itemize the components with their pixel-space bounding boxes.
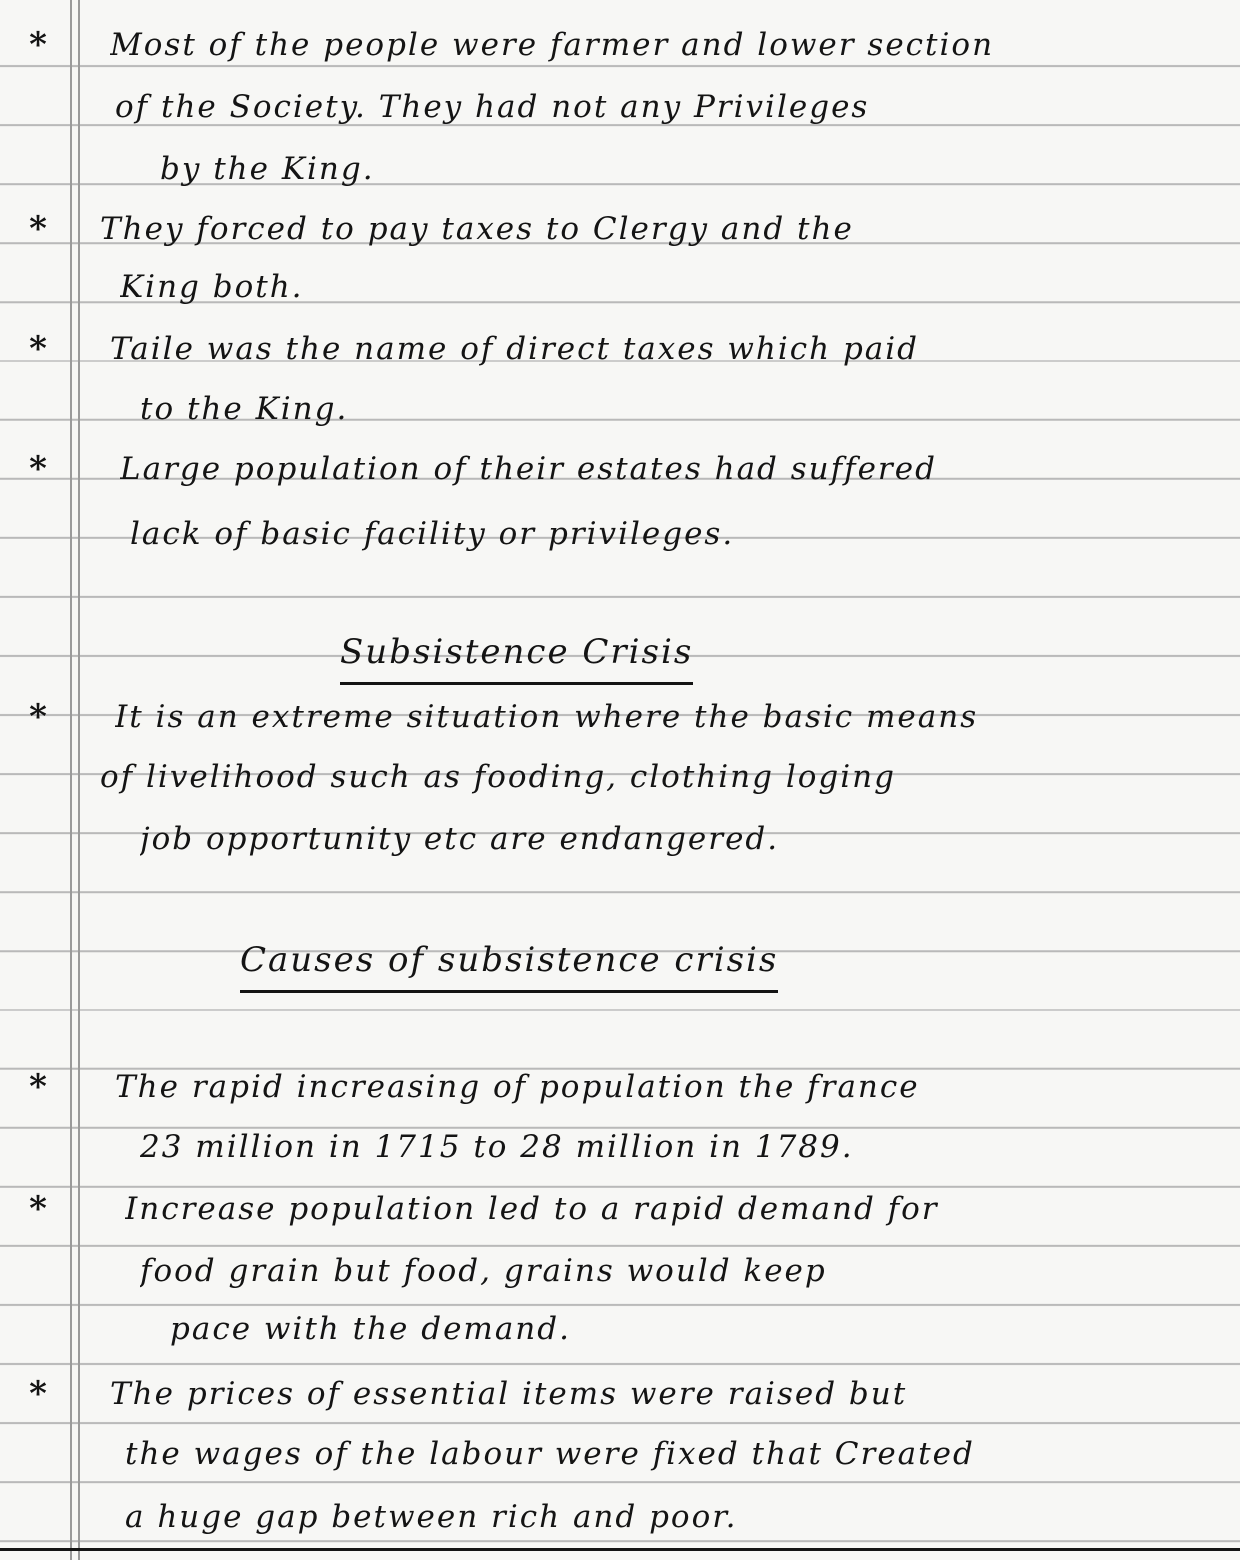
text-line: Taile was the name of direct taxes which paid — [110, 331, 920, 367]
text-line: of the Society. They had not any Privileges — [115, 89, 870, 125]
bullet-2: * — [29, 209, 47, 249]
bullet-3: * — [29, 329, 47, 369]
text-line: the wages of the labour were fixed that Created — [125, 1436, 975, 1472]
text-line: 23 million in 1715 to 28 million in 1789. — [140, 1129, 854, 1165]
text-line: King both. — [120, 269, 304, 305]
bullet-6: * — [29, 1067, 47, 1107]
text-line: Large population of their estates had suffered — [120, 451, 937, 487]
bullet-5: * — [29, 697, 47, 737]
bullet-1: * — [29, 25, 47, 65]
text-line: They forced to pay taxes to Clergy and the — [100, 211, 854, 247]
text-line: Increase population led to a rapid demand for — [125, 1191, 939, 1227]
section-heading: Causes of subsistence crisis — [240, 930, 778, 993]
text-line: The rapid increasing of population the france — [115, 1069, 920, 1105]
text-line: job opportunity etc are endangered. — [140, 821, 780, 857]
bottom-rule — [0, 1548, 1240, 1551]
text-line: It is an extreme situation where the basic means — [115, 699, 979, 735]
bullet-4: * — [29, 449, 47, 489]
text-line: lack of basic facility or privileges. — [130, 516, 735, 552]
text-line: food grain but food, grains would keep — [140, 1253, 827, 1289]
text-line: by the King. — [160, 151, 375, 187]
section-heading: Subsistence Crisis — [340, 622, 693, 685]
text-line: a huge gap between rich and poor. — [125, 1499, 738, 1535]
bullet-7: * — [29, 1189, 47, 1229]
text-line: pace with the demand. — [170, 1311, 571, 1347]
text-line: of livelihood such as fooding, clothing loging — [100, 759, 896, 795]
text-line: The prices of essential items were raised but — [110, 1376, 908, 1412]
text-line: to the King. — [140, 391, 349, 427]
text-line: Most of the people were farmer and lower section — [110, 27, 995, 63]
bullet-8: * — [29, 1374, 47, 1414]
